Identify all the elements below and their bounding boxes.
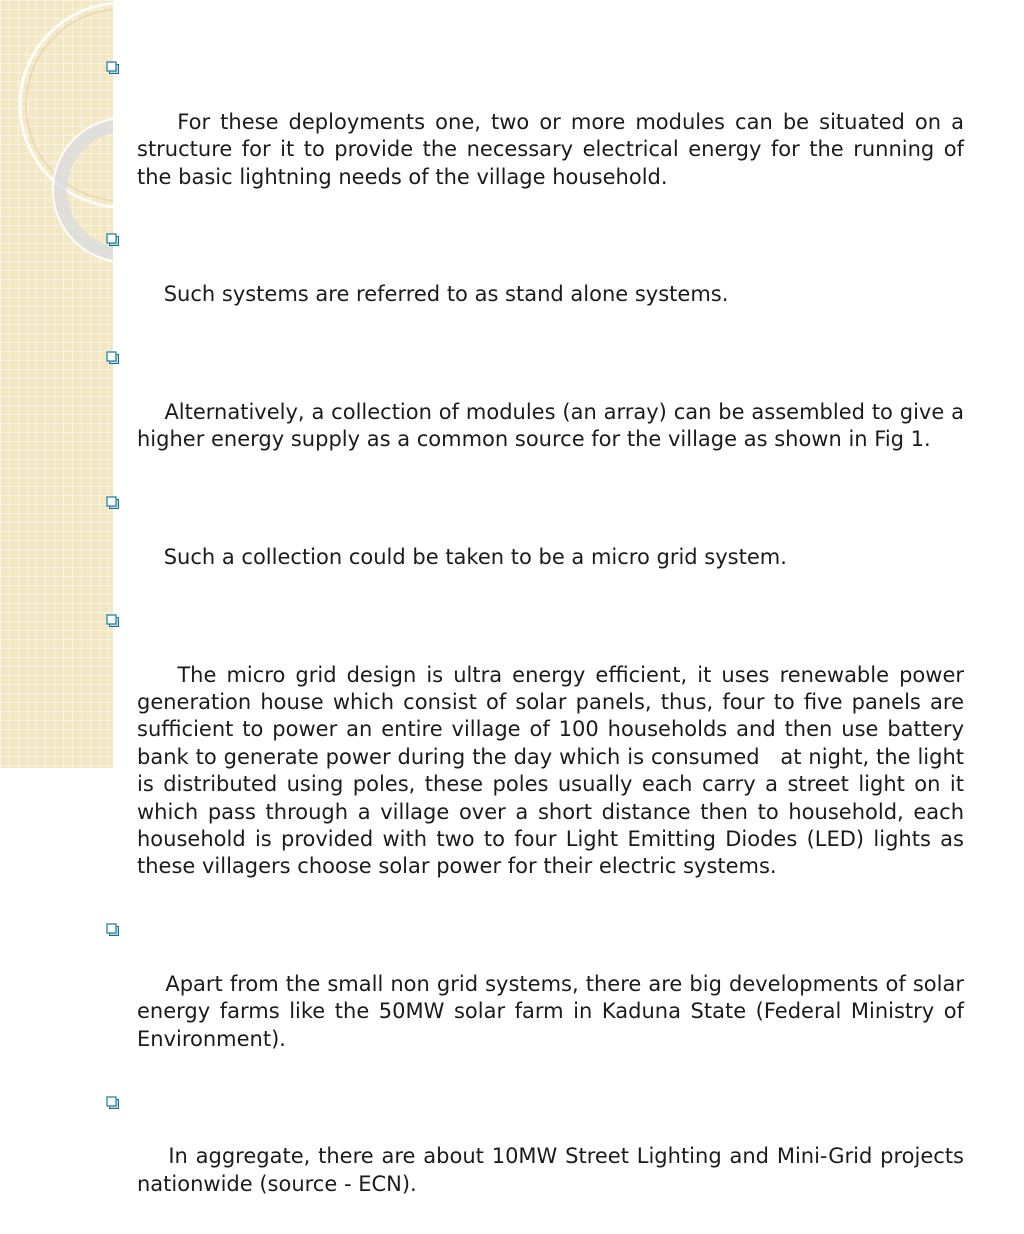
- decorative-side-band: [0, 0, 113, 768]
- bullet-item-3: [106, 344, 971, 481]
- bullet-item-2: [106, 226, 964, 336]
- bullet-text: Such systems are referred to as stand alone systems.: [163, 282, 729, 307]
- bullet-text: Such a collection could be taken to be a micro grid system.: [163, 544, 787, 569]
- bullet-item-4: [106, 489, 964, 599]
- decorative-arcs: [0, 0, 113, 768]
- bullet-text: Apart from the small non grid systems, there are big developments of solar energy farms like the 50MW solar farm in Kaduna State (Federal Ministry of Environment).: [137, 972, 971, 1051]
- bullet-text: Alternatively, a collection of modules (an array) can be assembled to give a higher energy supply as a common source for the village as shown in Fig 1.: [137, 399, 971, 452]
- bullet-text: In aggregate, there are about 10MW Street Lighting and Mini-Grid projects nationwide (source - ECN).: [137, 1144, 971, 1196]
- bullet-item-6: [106, 916, 971, 1080]
- bullet-item-5: [106, 607, 971, 908]
- bullet-text: For these deployments one, two or more modules can be situated on a structure for it to provide the necessary electrical energy for the running of the basic lightning needs of the village household.: [137, 109, 971, 189]
- bullet-item-7: [106, 1089, 971, 1226]
- bullet-item-1: [106, 54, 971, 218]
- hollow-square-bullet-icon: [106, 233, 120, 247]
- hollow-square-bullet-icon: [106, 496, 120, 510]
- hollow-square-bullet-icon: [106, 923, 120, 937]
- hollow-square-bullet-icon: [106, 351, 120, 365]
- hollow-square-bullet-icon: [106, 1096, 120, 1110]
- bullet-list: [106, 54, 971, 1234]
- bullet-text: The micro grid design is ultra energy efficient, it uses renewable power generation house which consist of solar panels, thus, four to five panels are sufficient to power an entire village of 100 households and then use battery bank to generate power during the day which is consumed at night, the light is distributed using poles, these poles usually each carry a street light on it which pass through a village over a short distance then to household, each household is provided with two to four Light Emitting Diodes (LED) lights as these villagers choose solar power for their electric systems.: [137, 662, 971, 879]
- hollow-square-bullet-icon: [106, 614, 120, 628]
- hollow-square-bullet-icon: [106, 61, 120, 75]
